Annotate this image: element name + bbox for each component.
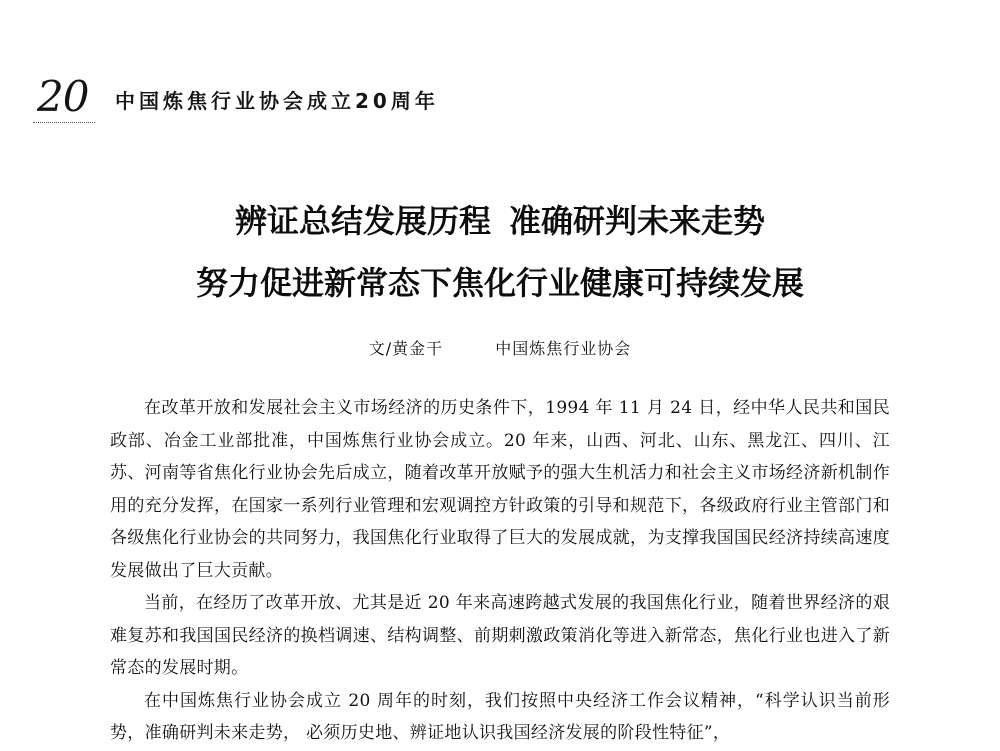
paragraph: 在中国炼焦行业协会成立 20 周年的时刻，我们按照中央经济工作会议精神，“科学认识当前形势，准确研判未来走势， 必须历史地、辨证地认识我国经济发展的阶段性特征”， — [110, 690, 890, 743]
title-line-1 — [0, 190, 1000, 252]
byline-organization: 中国炼焦行业协会 — [495, 339, 632, 358]
anniversary-number: 20 — [37, 72, 89, 121]
byline-author: 文/黄金干 — [368, 339, 444, 358]
page-header — [33, 72, 633, 128]
title-line-2: 努力促进新常态下焦化行业健康可持续发展 — [195, 264, 804, 302]
header-dotted-rule — [33, 122, 95, 123]
byline — [0, 336, 1000, 359]
paragraph: 当前，在经历了改革开放、尤其是近 20 年来高速跨越式发展的我国焦化行业，随着世界经济的艰难复苏和我国国民经济的换档调速、结构调整、前期刺激政策消化等进入新常态，焦化行业也进入了新常态的发展时期。 — [110, 593, 890, 678]
header-title: 中国炼焦行业协会成立20周年 — [115, 89, 439, 113]
title-line-1-part-1: 辨证总结发展历程 — [234, 202, 491, 240]
article-title — [0, 190, 1000, 314]
title-line-1-part-2: 准确研判未来走势 — [509, 202, 766, 240]
article-body — [110, 392, 890, 750]
paragraph: 在改革开放和发展社会主义市场经济的历史条件下，1994 年 11 月 24 日，经中华人民共和国民政部、冶金工业部批准，中国炼焦行业协会成立。20 年来，山西、河北、山东、黑龙江、四川、江苏、河南等省焦化行业协会先后成立，随着改革开放赋予的强大生机活力和社会主义市场经济新机制作用的充分发挥，在国家一系列行业管理和宏观调控方针政策的引导和规范下，各级政府行业主管部门和各级焦化行业协会的共同努力，我国焦化行业取得了巨大的发展成就，为支撑我国国民经济持续高速度发展做出了巨大贡献。 — [110, 398, 890, 581]
